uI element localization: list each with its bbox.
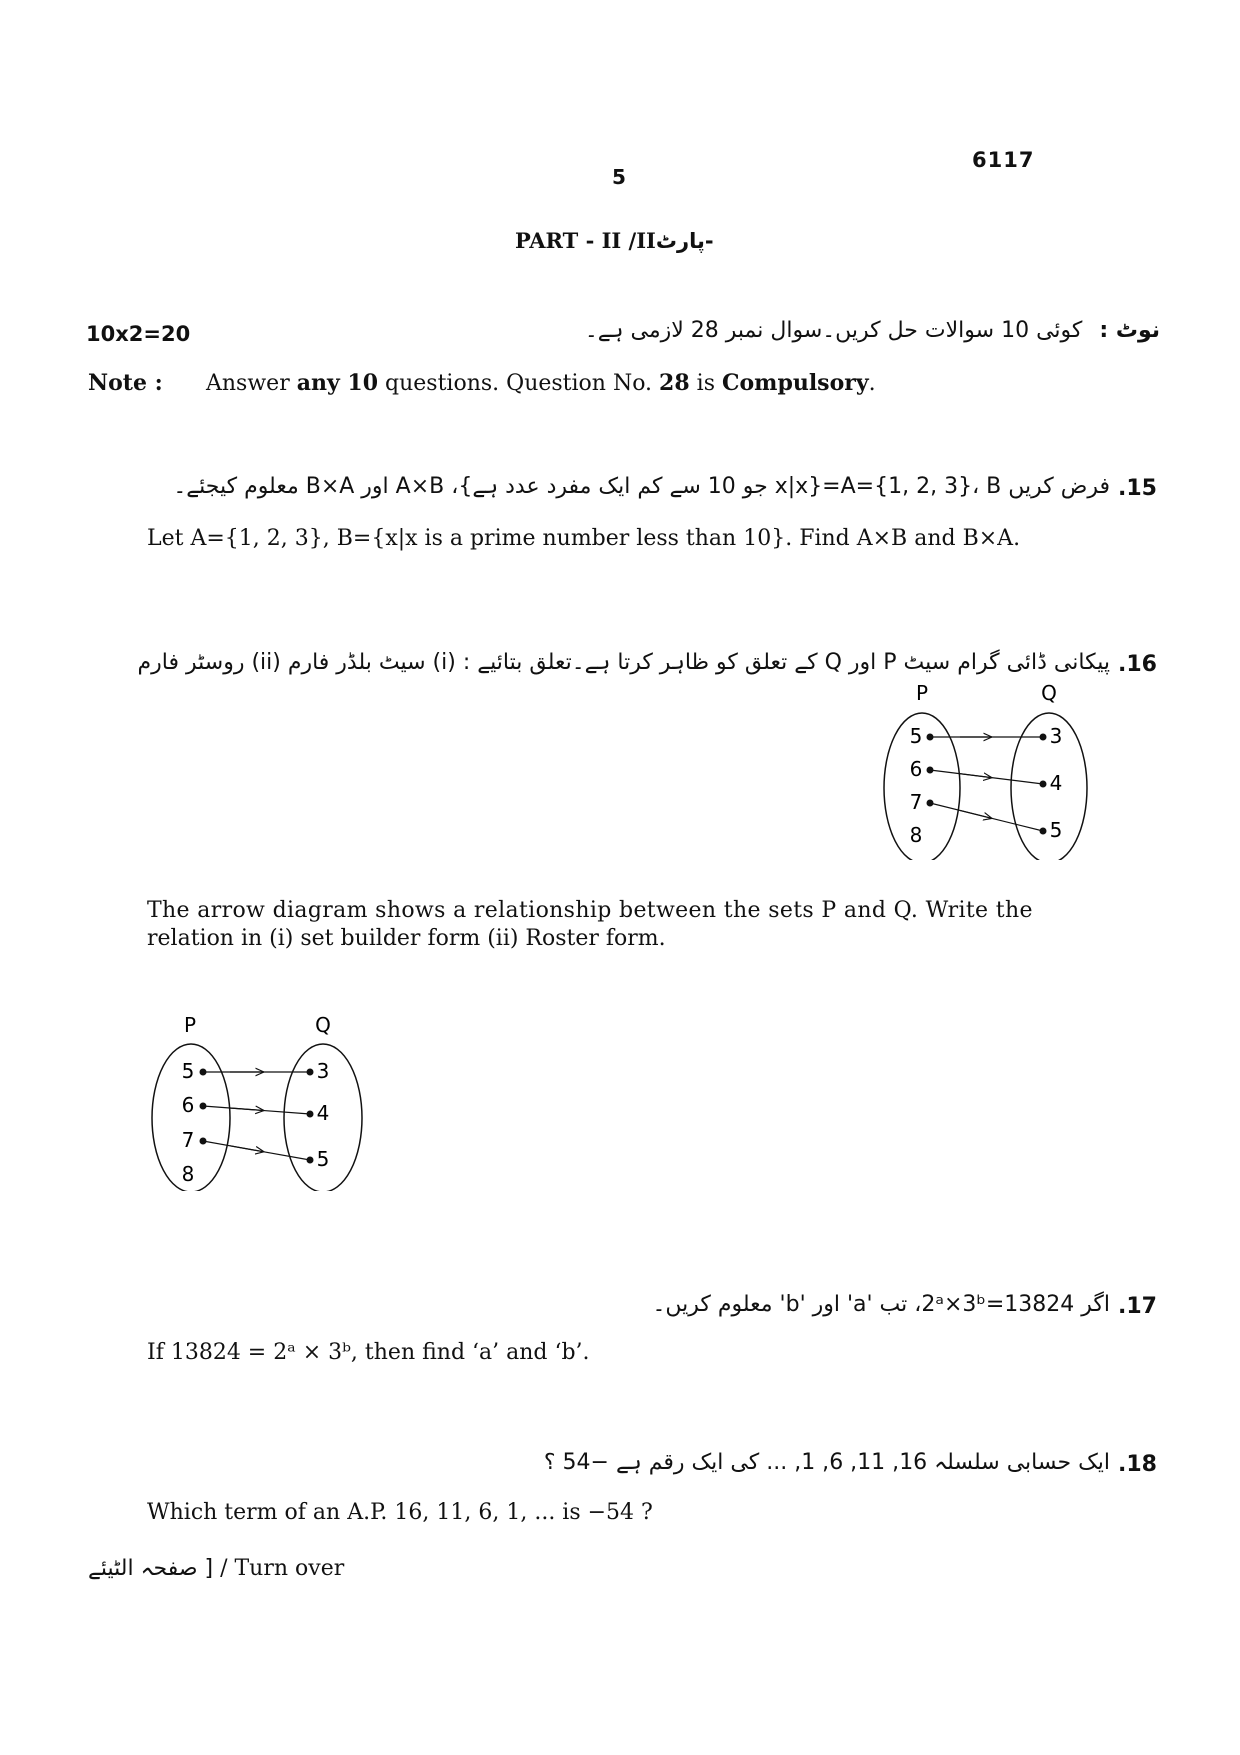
set-q-element: 3: [316, 1059, 330, 1083]
question-16-english-line1: The arrow diagram shows a relationship between the sets P and Q. Write the: [147, 898, 1033, 923]
set-p-element: 7: [909, 790, 923, 814]
relation-arrow: [230, 1108, 264, 1111]
question-15-urdu: فرض کریں A={1, 2, 3}، B={x|x جو 10 سے کم ایک مفرد عدد ہے}، A×B اور B×A معلوم کیجئے۔: [173, 474, 1110, 499]
set-p-element: 7: [181, 1128, 195, 1152]
question-number-15: 15.: [1118, 476, 1157, 501]
part-heading-en: PART - II /II: [515, 228, 656, 253]
set-q-label: Q: [315, 1013, 331, 1037]
set-p-label: P: [183, 1013, 197, 1037]
note-urdu: [585, 318, 1160, 343]
question-18-english: Which term of an A.P. 16, 11, 6, 1, ... is −54 ?: [147, 1500, 653, 1525]
note-text-bold: any 10: [296, 370, 379, 396]
arrow-diagram-urdu: [870, 680, 1110, 860]
set-q-element: 5: [316, 1147, 330, 1171]
note-text-part: is: [689, 371, 722, 396]
note-text-part: questions. Question No.: [378, 371, 660, 396]
set-q-element: 3: [1049, 724, 1063, 748]
turn-over-urdu: [ صفحہ الٹیئے: [88, 1556, 214, 1581]
turn-over-english: / Turn over: [220, 1556, 345, 1581]
set-q-element: 4: [316, 1101, 330, 1125]
set-q-element: 5: [1049, 818, 1063, 842]
question-16-english-line2: relation in (i) set builder form (ii) Roster form.: [147, 926, 666, 951]
note-text-bold: 28: [659, 370, 690, 396]
question-number-18: 18.: [1118, 1452, 1157, 1477]
set-q-label: Q: [1041, 681, 1057, 705]
question-18-urdu: ایک حسابی سلسلہ 16, 11, 6, 1, ... کی ایک رقم ہے −54 ؟: [543, 1450, 1110, 1475]
set-p-element: 6: [181, 1093, 195, 1117]
set-q-element: 4: [1049, 771, 1063, 795]
turn-over-footer: [88, 1556, 344, 1581]
question-17-english: If 13824 = 2ᵃ × 3ᵇ, then find ‘a’ and ‘b’.: [147, 1340, 590, 1365]
note-text-part: .: [868, 371, 876, 396]
note-urdu-label: نوٹ :: [1099, 318, 1160, 343]
set-p-element: 8: [181, 1162, 195, 1186]
note-urdu-text: کوئی 10 سوالات حل کریں۔سوال نمبر 28 لازمی ہے۔: [584, 318, 1083, 343]
relation-arrow: [960, 810, 992, 818]
relation-arrow: [960, 774, 992, 778]
relation-arrow: [230, 1146, 264, 1152]
question-17-urdu: اگر 13824=2ᵃ×3ᵇ، تب 'a' اور 'b' معلوم کریں۔: [652, 1292, 1110, 1317]
part-heading-ur: -پارٹ: [655, 229, 714, 253]
set-p-label: P: [915, 681, 929, 705]
question-15-english: Let A={1, 2, 3}, B={x|x is a prime number less than 10}. Find A×B and B×A.: [147, 526, 1021, 551]
note-text-part: Answer: [206, 371, 297, 396]
note-text-bold: Compulsory: [721, 370, 869, 396]
note-english-label: Note :: [88, 370, 163, 396]
set-p-element: 5: [909, 724, 923, 748]
page-number: 5: [612, 165, 626, 189]
note-english-text: [206, 370, 876, 396]
set-p-element: 5: [181, 1059, 195, 1083]
set-p-element: 6: [909, 757, 923, 781]
question-number-17: 17.: [1118, 1294, 1157, 1319]
question-number-16: 16.: [1118, 652, 1157, 677]
paper-code: 6117: [972, 148, 1035, 172]
set-p-element: 8: [909, 823, 923, 847]
question-16-urdu: پیکانی ڈائی گرام سیٹ P اور Q کے تعلق کو ظاہر کرتا ہے۔تعلق بتائیے : (i) سیٹ بلڈر فارم (ii) روسٹر فارم: [137, 650, 1110, 675]
part-heading: [515, 228, 714, 253]
arrow-diagram-english: [130, 1006, 370, 1191]
marks-allocation: 10x2=20: [86, 322, 191, 346]
